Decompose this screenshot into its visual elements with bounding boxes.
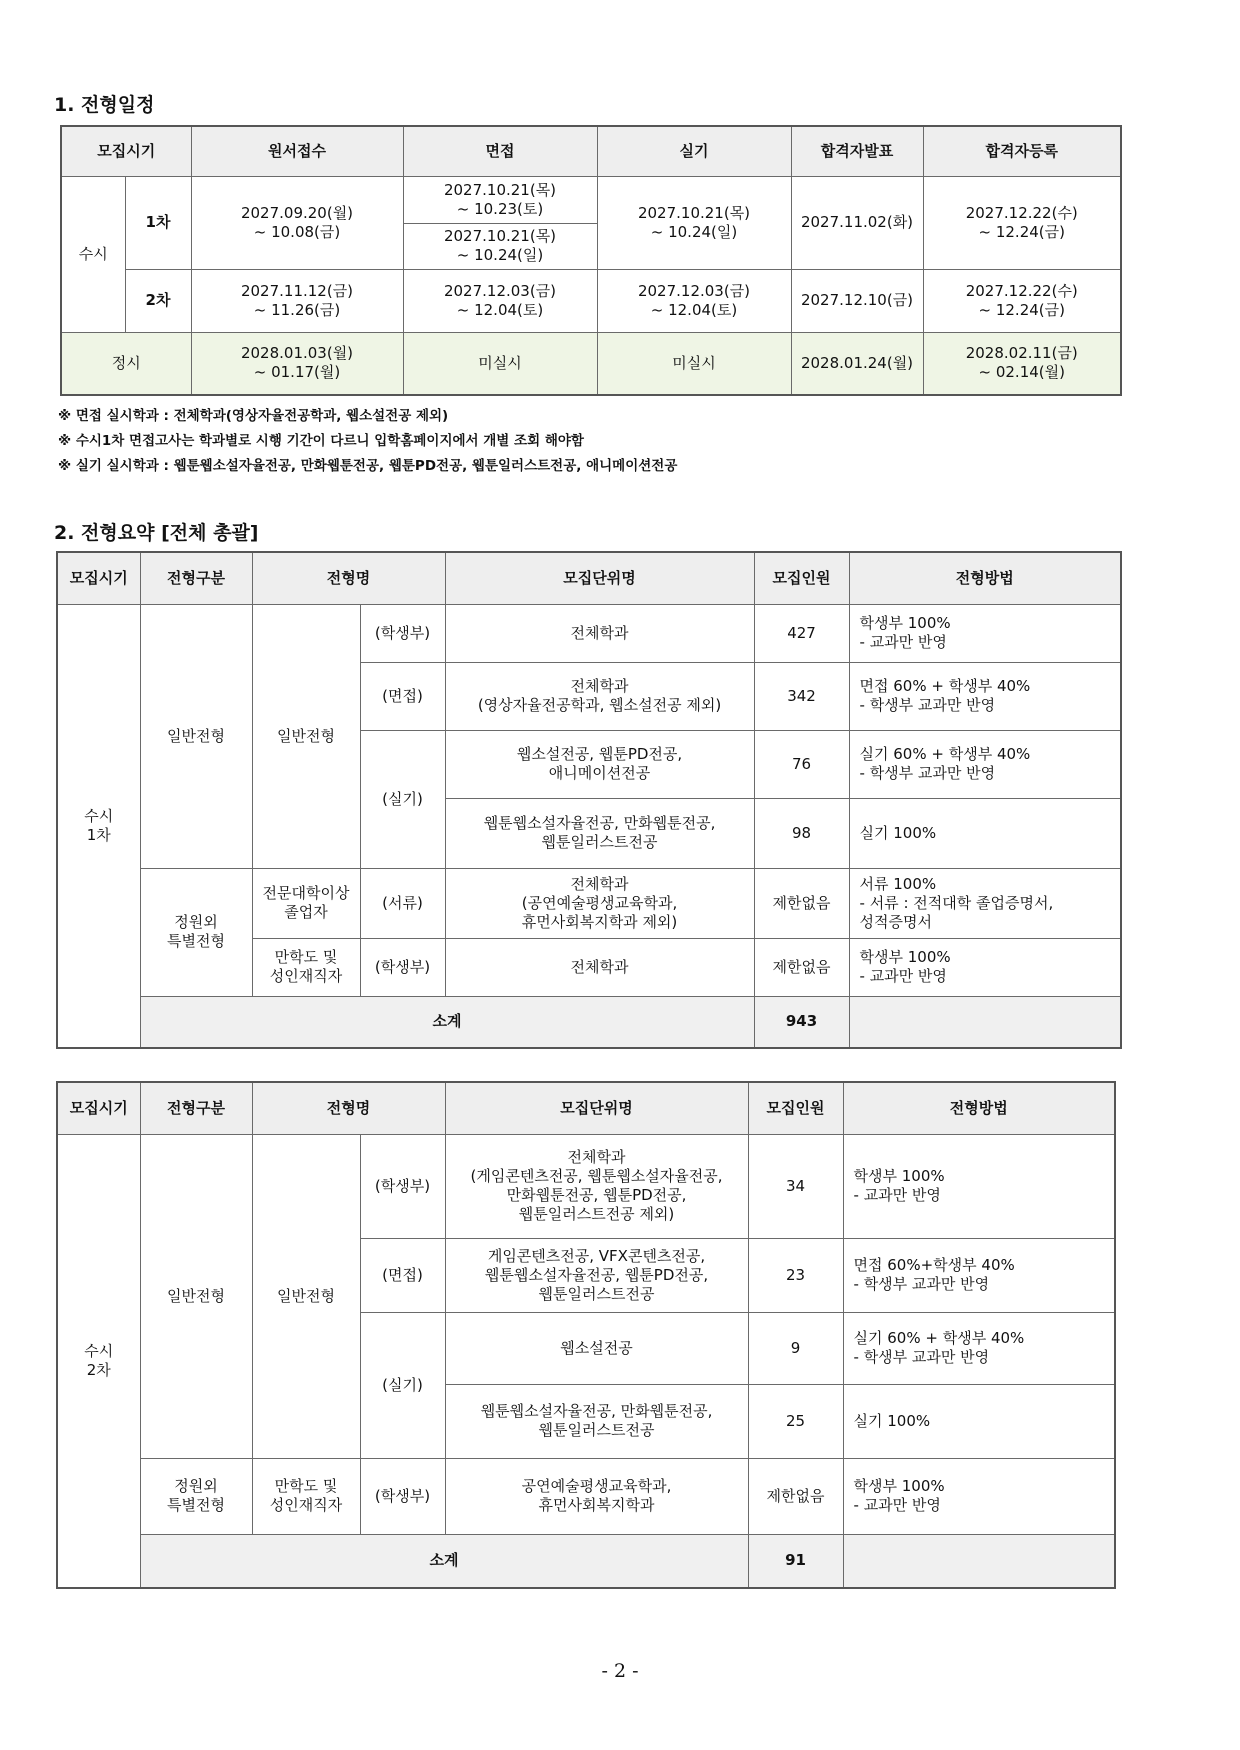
subtotal-empty: [843, 1534, 1115, 1588]
round2-apply: 2027.11.12(금) ~ 11.26(금): [191, 269, 403, 332]
header-practical: 실기: [597, 126, 791, 176]
round2-label: 2차: [125, 269, 191, 332]
schedule-table: [60, 125, 1122, 396]
count-cell: 342: [754, 662, 849, 730]
count-cell: 23: [748, 1238, 843, 1312]
jeongsi-announce: 2028.01.24(월): [791, 332, 923, 395]
count-cell: 25: [748, 1384, 843, 1458]
method-cell: 학생부 100% - 교과만 반영: [849, 604, 1121, 662]
type-cell: (실기): [360, 730, 445, 868]
count-cell: 34: [748, 1134, 843, 1238]
subtotal-empty: [849, 996, 1121, 1048]
round2-interview: 2027.12.03(금) ~ 12.04(토): [403, 269, 597, 332]
note-item: ※ 면접 실시학과 : 전체학과(영상자율전공학과, 웹소설전공 제외): [58, 408, 449, 424]
type-cell: (면접): [360, 662, 445, 730]
header-interview: 면접: [403, 126, 597, 176]
header-category: 전형구분: [140, 552, 252, 604]
section-2-title: 2. 전형요약 [전체 총괄]: [54, 522, 259, 544]
count-cell: 제한없음: [754, 938, 849, 996]
unit-cell: 전체학과: [445, 604, 754, 662]
count-cell: 76: [754, 730, 849, 798]
header-name: 전형명: [252, 552, 445, 604]
count-cell: 98: [754, 798, 849, 868]
method-cell: 학생부 100% - 교과만 반영: [849, 938, 1121, 996]
special-name: 만학도 및 성인재직자: [252, 1458, 360, 1534]
page-number: - 2 -: [601, 1660, 639, 1682]
jeongsi-apply: 2028.01.03(월) ~ 01.17(월): [191, 332, 403, 395]
header-period: 모집시기: [57, 1082, 140, 1134]
header-period: 모집시기: [57, 552, 140, 604]
special-name: 만학도 및 성인재직자: [252, 938, 360, 996]
unit-cell: 웹툰웹소설자율전공, 만화웹툰전공, 웹툰일러스트전공: [445, 798, 754, 868]
general-name: 일반전형: [252, 1134, 360, 1458]
subtotal-value: 91: [748, 1534, 843, 1588]
header-unit: 모집단위명: [445, 552, 754, 604]
summary-table-2: [56, 1081, 1116, 1589]
subtotal-value: 943: [754, 996, 849, 1048]
special-category: 정원외 특별전형: [140, 1458, 252, 1534]
header-unit: 모집단위명: [445, 1082, 748, 1134]
count-cell: 제한없음: [748, 1458, 843, 1534]
jeongsi-interview: 미실시: [403, 332, 597, 395]
round1-practical: 2027.10.21(목) ~ 10.24(일): [597, 176, 791, 269]
unit-cell: 전체학과 (게임콘텐츠전공, 웹툰웹소설자율전공, 만화웹툰전공, 웹툰PD전공, 웹툰일러스트전공 제외): [445, 1134, 748, 1238]
unit-cell: 웹소설전공: [445, 1312, 748, 1384]
type-cell: (학생부): [360, 1134, 445, 1238]
header-period: 모집시기: [61, 126, 191, 176]
method-cell: 실기 100%: [843, 1384, 1115, 1458]
method-cell: 실기 60% + 학생부 40% - 학생부 교과만 반영: [849, 730, 1121, 798]
round1-announce: 2027.11.02(화): [791, 176, 923, 269]
round2-practical: 2027.12.03(금) ~ 12.04(토): [597, 269, 791, 332]
general-category: 일반전형: [140, 1134, 252, 1458]
subtotal-label: 소계: [140, 1534, 748, 1588]
jeongsi-label: 정시: [61, 332, 191, 395]
schedule-notes: [58, 404, 677, 479]
round1-interview-a: 2027.10.21(목) ~ 10.23(토): [403, 176, 597, 223]
note-item: ※ 실기 실시학과 : 웹툰웹소설자율전공, 만화웹툰전공, 웹툰PD전공, 웹툰일러스트전공, 애니메이션전공: [58, 458, 678, 474]
method-cell: 면접 60%+학생부 40% - 학생부 교과만 반영: [843, 1238, 1115, 1312]
note-item: ※ 수시1차 면접고사는 학과별로 시행 기간이 다르니 입학홈페이지에서 개별 조회 해야함: [58, 433, 584, 449]
round1-register: 2027.12.22(수) ~ 12.24(금): [923, 176, 1121, 269]
method-cell: 학생부 100% - 교과만 반영: [843, 1458, 1115, 1534]
method-cell: 실기 60% + 학생부 40% - 학생부 교과만 반영: [843, 1312, 1115, 1384]
header-method: 전형방법: [849, 552, 1121, 604]
jeongsi-practical: 미실시: [597, 332, 791, 395]
header-count: 모집인원: [748, 1082, 843, 1134]
unit-cell: 전체학과 (영상자율전공학과, 웹소설전공 제외): [445, 662, 754, 730]
type-cell: (학생부): [360, 604, 445, 662]
header-method: 전형방법: [843, 1082, 1115, 1134]
method-cell: 실기 100%: [849, 798, 1121, 868]
susi-label: 수시: [61, 176, 125, 332]
header-category: 전형구분: [140, 1082, 252, 1134]
round2-register: 2027.12.22(수) ~ 12.24(금): [923, 269, 1121, 332]
unit-cell: 전체학과: [445, 938, 754, 996]
unit-cell: 게임콘텐츠전공, VFX콘텐츠전공, 웹툰웹소설자율전공, 웹툰PD전공, 웹툰일러스트전공: [445, 1238, 748, 1312]
subtotal-label: 소계: [140, 996, 754, 1048]
count-cell: 427: [754, 604, 849, 662]
type-cell: (학생부): [360, 1458, 445, 1534]
unit-cell: 공연예술평생교육학과, 휴먼사회복지학과: [445, 1458, 748, 1534]
method-cell: 서류 100% - 서류 : 전적대학 졸업증명서, 성적증명서: [849, 868, 1121, 938]
unit-cell: 전체학과 (공연예술평생교육학과, 휴먼사회복지학과 제외): [445, 868, 754, 938]
summary-table-1: [56, 551, 1122, 1049]
section-1-title: 1. 전형일정: [54, 94, 155, 116]
period-cell: 수시 1차: [57, 604, 140, 1048]
round2-announce: 2027.12.10(금): [791, 269, 923, 332]
general-category: 일반전형: [140, 604, 252, 868]
round1-interview-b: 2027.10.21(목) ~ 10.24(일): [403, 223, 597, 269]
header-register: 합격자등록: [923, 126, 1121, 176]
period-cell: 수시 2차: [57, 1134, 140, 1588]
count-cell: 제한없음: [754, 868, 849, 938]
general-name: 일반전형: [252, 604, 360, 868]
jeongsi-register: 2028.02.11(금) ~ 02.14(월): [923, 332, 1121, 395]
unit-cell: 웹툰웹소설자율전공, 만화웹툰전공, 웹툰일러스트전공: [445, 1384, 748, 1458]
header-count: 모집인원: [754, 552, 849, 604]
type-cell: (학생부): [360, 938, 445, 996]
type-cell: (서류): [360, 868, 445, 938]
count-cell: 9: [748, 1312, 843, 1384]
type-cell: (면접): [360, 1238, 445, 1312]
type-cell: (실기): [360, 1312, 445, 1458]
round1-apply: 2027.09.20(월) ~ 10.08(금): [191, 176, 403, 269]
header-announce: 합격자발표: [791, 126, 923, 176]
special-category: 정원외 특별전형: [140, 868, 252, 996]
header-name: 전형명: [252, 1082, 445, 1134]
round1-label: 1차: [125, 176, 191, 269]
method-cell: 학생부 100% - 교과만 반영: [843, 1134, 1115, 1238]
unit-cell: 웹소설전공, 웹툰PD전공, 애니메이션전공: [445, 730, 754, 798]
method-cell: 면접 60% + 학생부 40% - 학생부 교과만 반영: [849, 662, 1121, 730]
special-name: 전문대학이상 졸업자: [252, 868, 360, 938]
header-apply: 원서접수: [191, 126, 403, 176]
